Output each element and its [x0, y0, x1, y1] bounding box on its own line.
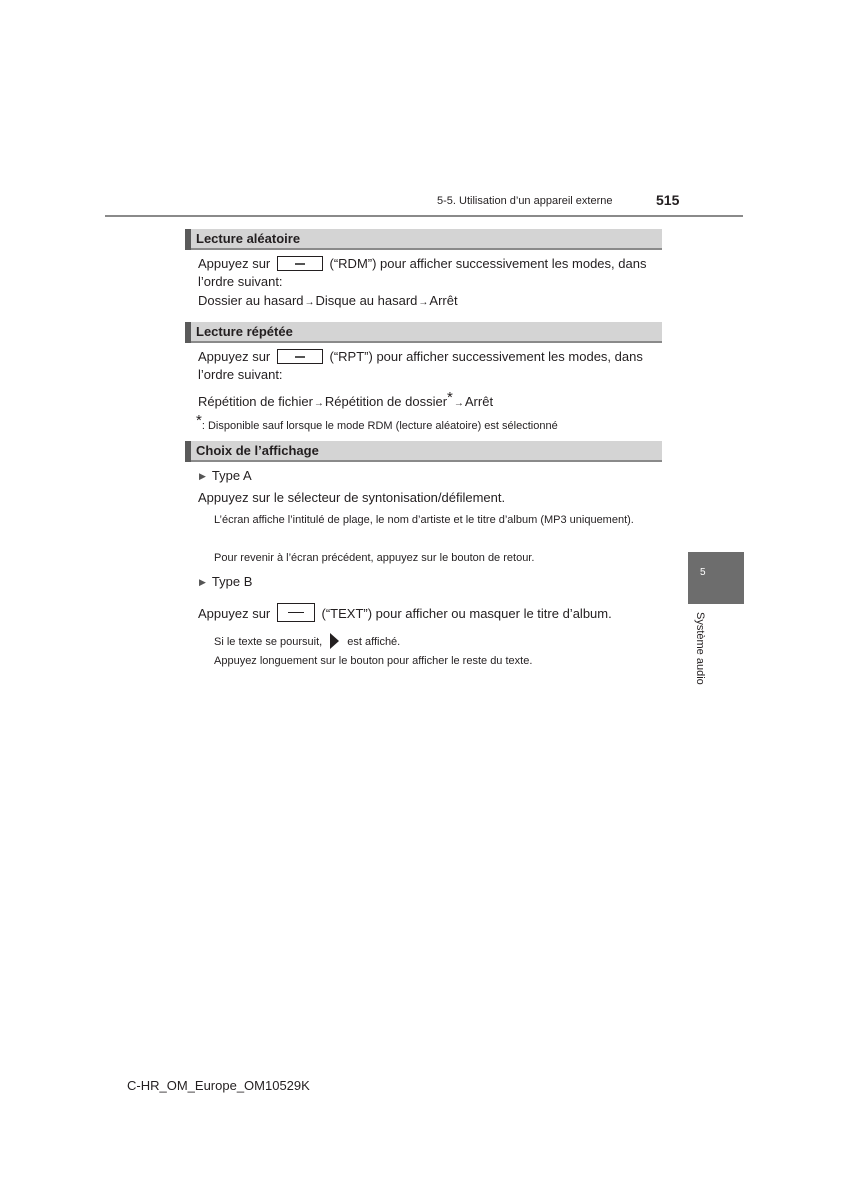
- random-seq-1: Dossier au hasard: [198, 293, 304, 308]
- repeat-sequence: [198, 389, 493, 413]
- chapter-tab: [688, 552, 744, 604]
- section-header-random: [185, 229, 662, 250]
- chapter-section-title: 5-5. Utilisation d’un appareil externe: [437, 195, 613, 207]
- chapter-tab-number: 5: [700, 567, 706, 578]
- repeat-instruction-start: Appuyez sur: [198, 349, 271, 364]
- type-b-note-1-end: est affiché.: [347, 636, 401, 648]
- header-divider: [105, 215, 743, 217]
- repeat-seq-1: Répétition de fichier: [198, 394, 313, 409]
- type-b-note-1: [214, 633, 400, 651]
- random-instruction-end: (“RDM”) pour afficher successivement les modes, dans: [329, 256, 647, 271]
- arrow-icon: →: [304, 297, 315, 308]
- random-seq-2: Disque au hasard: [315, 293, 418, 308]
- asterisk-mark: *: [196, 412, 202, 429]
- type-b-label: Type B: [211, 574, 253, 589]
- asterisk-mark: *: [447, 389, 453, 406]
- section-title-repeat: Lecture répétée: [196, 324, 293, 339]
- triangle-bullet-icon: ▶: [199, 471, 206, 481]
- arrow-icon: →: [453, 398, 464, 409]
- type-b-note-2: Appuyez longuement sur le bouton pour afficher le reste du texte.: [214, 655, 533, 667]
- type-b-heading: [199, 573, 252, 591]
- repeat-footnote: [196, 412, 558, 435]
- rdm-button-icon: [277, 256, 323, 271]
- repeat-seq-3: Arrêt: [464, 394, 494, 409]
- repeat-seq-2: Répétition de dossier: [324, 394, 448, 409]
- random-instruction-cont: l’ordre suivant:: [198, 274, 283, 289]
- random-seq-3: Arrêt: [429, 293, 458, 308]
- repeat-footnote-text: : Disponible sauf lorsque le mode RDM (lecture aléatoire) est sélectionné: [201, 420, 558, 432]
- type-a-heading: [199, 467, 252, 485]
- type-a-note-1: L’écran affiche l’intitulé de plage, le nom d’artiste et le titre d’album (MP3 uniquement).: [214, 514, 634, 526]
- type-b-instruction: [198, 603, 612, 623]
- repeat-instruction-cont: l’ordre suivant:: [198, 367, 283, 382]
- rpt-button-icon: [277, 349, 323, 364]
- random-sequence: [198, 292, 458, 312]
- random-instruction-start: Appuyez sur: [198, 256, 271, 271]
- section-header-display: [185, 441, 662, 462]
- text-button-icon: [277, 603, 315, 622]
- section-title-random: Lecture aléatoire: [196, 231, 301, 246]
- arrow-icon: →: [313, 398, 324, 409]
- type-b-instruction-start: Appuyez sur: [198, 606, 271, 621]
- triangle-bullet-icon: ▶: [199, 577, 206, 587]
- chapter-tab-label: Système audio: [694, 612, 706, 685]
- document-code: C-HR_OM_Europe_OM10529K: [127, 1078, 310, 1093]
- repeat-instruction-end: (“RPT”) pour afficher successivement les modes, dans: [329, 349, 643, 364]
- repeat-instruction: [198, 348, 643, 366]
- play-arrow-icon: [330, 633, 339, 649]
- arrow-icon: →: [418, 297, 429, 308]
- section-title-display: Choix de l’affichage: [196, 443, 319, 458]
- section-header-repeat: [185, 322, 662, 343]
- type-a-note-2: Pour revenir à l’écran précédent, appuyez sur le bouton de retour.: [214, 552, 535, 564]
- random-instruction: [198, 255, 646, 273]
- type-b-instruction-end: (“TEXT”) pour afficher ou masquer le titre d’album.: [321, 606, 612, 621]
- type-b-note-1-start: Si le texte se poursuit,: [214, 636, 323, 648]
- type-a-label: Type A: [211, 468, 252, 483]
- page-number: 515: [656, 192, 680, 208]
- type-a-instruction: Appuyez sur le sélecteur de syntonisation/défilement.: [198, 490, 506, 505]
